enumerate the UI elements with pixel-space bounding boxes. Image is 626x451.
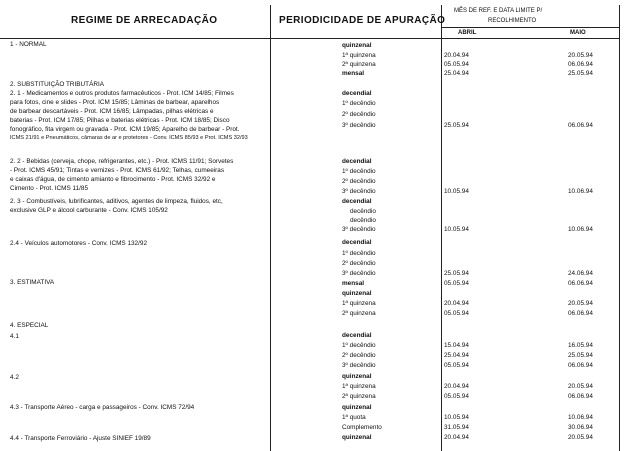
date-maio: 10.06.94	[568, 188, 593, 195]
date-abril: 10.05.94	[444, 226, 469, 233]
date-abril: 25.04.94	[444, 70, 469, 77]
date-abril: 25.05.94	[444, 270, 469, 277]
date-maio: 06.06.94	[568, 280, 593, 287]
date-abril: 05.05.94	[444, 393, 469, 400]
periodicidade-label: decendial	[342, 198, 372, 205]
date-maio: 06.06.94	[568, 393, 593, 400]
date-maio: 30.06.94	[568, 424, 593, 431]
regime-esp-4-1: 4.1	[10, 333, 19, 340]
periodicidade-label: 1ª quota	[342, 414, 366, 421]
header-maio: MAIO	[570, 30, 586, 36]
date-maio: 24.06.94	[568, 270, 593, 277]
header-mes-ref: MÊS DE REF. E DATA LIMITE P/	[454, 8, 543, 14]
date-abril: 25.04.94	[444, 352, 469, 359]
periodicidade-label: decendial	[342, 332, 372, 339]
date-maio: 20.05.94	[568, 300, 593, 307]
date-abril: 20.04.94	[444, 383, 469, 390]
periodicidade-label: 1º decêndio	[342, 168, 376, 175]
regime-st-2-3-line: exclusive GLP e álcool carburante - Conv. ICMS 105/92	[10, 207, 168, 214]
regime-st-2-1-line: ICMS 21/91 e Pneumáticos, câmaras de ar e protetores - Conv. ICMS 85/93 e Prot. ICMS 32/93	[10, 135, 248, 141]
date-abril: 10.05.94	[444, 188, 469, 195]
regime-st-2-1-line: de barbear descartáveis - Prot. ICM 16/85; Lâmpadas, pilhas elétricas e	[10, 108, 214, 115]
regime-esp-4-3: 4.3 - Transporte Aéreo - carga e passageiros - Conv. ICMS 72/94	[10, 404, 195, 411]
periodicidade-label: decendial	[342, 90, 372, 97]
date-abril: 05.05.94	[444, 61, 469, 68]
regime-st-2-1-line: fonográfico, fita virgem ou gravada - Prot. ICM 19/85; Aparelho de barbear - Prot.	[10, 126, 240, 133]
regime-st-2-2-line: - Prot. ICMS 45/91; Tintas e vernizes - Prot. ICMS 61/92; Telhas, cumeeiras	[10, 167, 225, 174]
date-abril: 05.05.94	[444, 310, 469, 317]
date-maio: 06.06.94	[568, 362, 593, 369]
header-subdivider	[441, 27, 619, 28]
date-abril: 25.05.94	[444, 122, 469, 129]
date-maio: 06.06.94	[568, 310, 593, 317]
header-regime: REGIME DE ARRECADAÇÃO	[71, 15, 218, 26]
periodicidade-label: 2ª quinzena	[342, 61, 376, 68]
date-maio: 25.05.94	[568, 70, 593, 77]
date-maio: 25.05.94	[568, 352, 593, 359]
date-abril: 05.05.94	[444, 362, 469, 369]
regime-st-2-1-line: 2. 1 - Medicamentos e outros produtos farmacêuticos - Prot. ICM 14/85; Filmes	[10, 90, 234, 97]
regime-st-2-2-line: Cimento - Prot. ICMS 11/85	[10, 185, 89, 192]
date-abril: 20.04.94	[444, 300, 469, 307]
periodicidade-label: 2º decêndio	[342, 352, 376, 359]
periodicidade-label: 2ª quinzena	[342, 393, 376, 400]
date-maio: 10.06.94	[568, 226, 593, 233]
periodicidade-label: 3º decêndio	[342, 362, 376, 369]
date-maio: 20.05.94	[568, 52, 593, 59]
regime-esp-4-4: 4.4 - Transporte Ferroviário - Ajuste SINIEF 19/89	[10, 435, 151, 442]
periodicidade-label: 2º decêndio	[342, 260, 376, 267]
date-maio: 16.05.94	[568, 342, 593, 349]
periodicidade-label: 1º decêndio	[342, 342, 376, 349]
regime-st-2-4: 2.4 - Veículos automotores - Conv. ICMS 132/92	[10, 240, 147, 247]
periodicidade-label: decêndio	[350, 208, 376, 215]
regime-st-2-1-line: baterias - Prot. ICM 17/85; Pilhas e baterias elétricas - Prot. ICM 18/85; Disco	[10, 117, 230, 124]
periodicidade-label: 1ª quinzena	[342, 52, 376, 59]
date-abril: 31.05.94	[444, 424, 469, 431]
regime-esp-4-2: 4.2	[10, 374, 19, 381]
periodicidade-label: 3º decêndio	[342, 226, 376, 233]
column-divider	[270, 5, 271, 451]
periodicidade-label: 2ª quinzena	[342, 310, 376, 317]
column-divider	[441, 5, 442, 451]
periodicidade-label: decêndio	[350, 217, 376, 224]
periodicidade-label: 1º decêndio	[342, 100, 376, 107]
date-abril: 10.05.94	[444, 414, 469, 421]
table-right-edge	[619, 5, 620, 451]
periodicidade-label: 3º decêndio	[342, 270, 376, 277]
periodicidade-label: quinzenal	[342, 42, 372, 49]
periodicidade-label: 3º decêndio	[342, 188, 376, 195]
header-recolhimento: RECOLHIMENTO	[488, 18, 537, 24]
periodicidade-label: mensal	[342, 280, 365, 287]
periodicidade-label: quinzenal	[342, 434, 372, 441]
periodicidade-label: 1º decêndio	[342, 250, 376, 257]
header-abril: ABRIL	[458, 30, 477, 36]
periodicidade-label: Complemento	[342, 424, 382, 431]
date-maio: 20.05.94	[568, 383, 593, 390]
periodicidade-label: 1ª quinzena	[342, 383, 376, 390]
date-abril: 05.05.94	[444, 280, 469, 287]
periodicidade-label: quinzenal	[342, 404, 372, 411]
date-maio: 06.06.94	[568, 61, 593, 68]
periodicidade-label: decendial	[342, 158, 372, 165]
periodicidade-label: quinzenal	[342, 373, 372, 380]
regime-st-title: 2. SUBSTITUIÇÃO TRIBUTÁRIA	[10, 81, 104, 88]
regime-normal: 1 - NORMAL	[10, 41, 47, 48]
regime-especial: 4. ESPECIAL	[10, 322, 49, 329]
date-maio: 06.06.94	[568, 122, 593, 129]
date-maio: 20.05.94	[568, 434, 593, 441]
periodicidade-label: decendial	[342, 239, 372, 246]
date-maio: 10.06.94	[568, 414, 593, 421]
periodicidade-label: 2º decêndio	[342, 111, 376, 118]
date-abril: 15.04.94	[444, 342, 469, 349]
periodicidade-label: mensal	[342, 70, 365, 77]
header-divider	[0, 38, 620, 39]
regime-st-2-3-line: 2. 3 - Combustíveis, lubrificantes, aditivos, agentes de limpeza, fluidos, etc,	[10, 198, 223, 205]
regime-st-2-1-line: para fotos, cine e slides - Prot. ICM 15/85; Lâminas de barbear, aparelhos	[10, 99, 220, 106]
regime-st-2-2-line: e caixas d'água, de cimento amianto e fibrocimento - Prot. ICMS 32/92 e	[10, 176, 216, 183]
periodicidade-label: 3º decêndio	[342, 122, 376, 129]
periodicidade-label: 1ª quinzena	[342, 300, 376, 307]
date-abril: 20.04.94	[444, 434, 469, 441]
header-periodicidade: PERIODICIDADE DE APURAÇÃO	[279, 15, 446, 26]
regime-estimativa: 3. ESTIMATIVA	[10, 279, 55, 286]
periodicidade-label: quinzenal	[342, 290, 372, 297]
date-abril: 20.04.94	[444, 52, 469, 59]
periodicidade-label: 2º decêndio	[342, 178, 376, 185]
regime-st-2-2-line: 2. 2 - Bebidas (cerveja, chope, refrigerantes, etc.) - Prot. ICMS 11/91; Sorvetes	[10, 158, 234, 165]
